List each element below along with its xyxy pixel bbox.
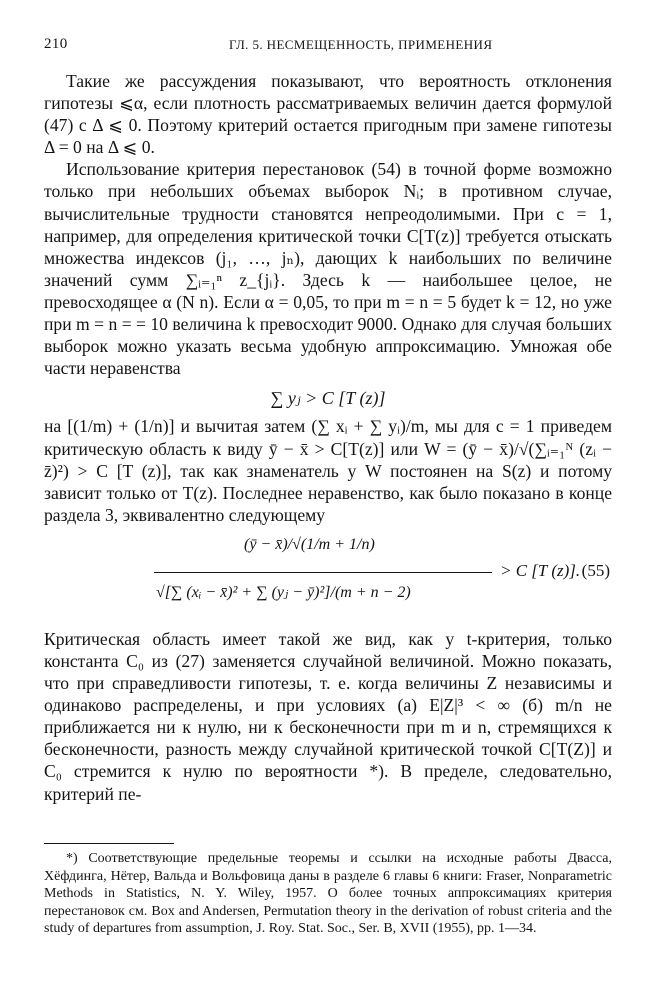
main-text	[44, 70, 612, 805]
running-title: ГЛ. 5. НЕСМЕЩЕННОСТЬ, ПРИМЕНЕНИЯ	[229, 37, 493, 52]
equation-55	[44, 530, 612, 622]
equation-55-numerator: (ȳ − x̄)/√(1/m + 1/n)	[244, 535, 375, 553]
equation-55-denominator: √[∑ (xᵢ − x̄)² + ∑ (yⱼ − ȳ)²]/(m + n − 2)	[156, 583, 411, 601]
page-number: 210	[44, 36, 68, 52]
page-header	[44, 36, 620, 56]
footnote-text: *) Соответствующие предельные теоремы и ссылки на исходные работы Двасса, Хёфдинга, Нётер, Вальда и Вольфовица даны в разделе 6 главы 6 книги: Fraser, Nonparametric Methods in Statistics, N. Y. Wiley, 1957. О более точных аппроксимациях критерия перестановок см. Box and Andersen, Permutation theory in the derivation of robust criteria and the study of departures from assumption, J. Roy. Stat. Soc., Ser. B, XVII (1955), pp. 1—34.	[44, 851, 612, 936]
footnote-rule	[44, 843, 174, 844]
paragraph-1: Такие же рассуждения показывают, что вероятность отклонения гипотезы ⩽α, если плотность рассматриваемых величин дается формулой (47) с Δ ⩽ 0. Поэтому критерий остается пригодным при замене гипотезы Δ = 0 на Δ ⩽ 0.	[44, 71, 612, 158]
fraction-bar	[154, 572, 492, 573]
display-inequality: ∑ yⱼ > C [T (z)]	[270, 388, 386, 409]
paragraph-4: Критическая область имеет такой же вид, как у t-критерия, только константа C₀ из (27) заменяется случайной величиной. Можно показать, что при справедливости гипотезы, т. е. когда величины Z независимы и одинаково распределены, и при условиях (a) E|Z|³ < ∞ (б) m/n не приближается ни к нулю, ни к бесконечности при m и n, стремящихся к бесконечности, разность между случайной критической точкой C[T(Z)] и C₀ стремится к нулю по вероятности *). В пределе, следовательно, критерий пе-	[44, 628, 612, 804]
equation-number: (55)	[581, 560, 610, 580]
footnote	[44, 850, 612, 938]
paragraph-3: на [(1/m) + (1/n)] и вычитая затем (∑ xᵢ + ∑ yᵢ)/m, мы для c = 1 приведем критическую область к виду ȳ − x̄ > C[T(z)] или W = (ȳ − x̄)/√(∑ᵢ₌₁ᴺ (zᵢ − z̄)²) > C [T (z)], так как знаменатель у W постоянен на S(z) и потому зависит только от T(z). Последнее неравенство, как было показано в конце раздела 3, эквивалентно следующему	[44, 416, 612, 525]
paragraph-2: Использование критерия перестановок (54) в точной форме возможно только при небольших объемах выборок Nᵢ; в противном случае, вычислительные трудности становятся непреодолимыми. При c = 1, например, для определения критической точки C[T(z)] требуется отыскать множества индексов (j₁, …, jₙ), дающих k наибольших по величине значений сумм ∑ᵢ₌₁ⁿ z_{jᵢ}. Здесь k — наибольшее целое, не превосходящее α (N n). Если α = 0,05, то при m = n = 5 будет k = 12, но уже при m = n = = 10 величина k превосходит 9000. Однако для случая больших выборок можно указать весьма удобную аппроксимацию. Умножая обе части неравенства	[44, 159, 612, 379]
equation-55-rhs: > C [T (z)].	[500, 560, 581, 580]
